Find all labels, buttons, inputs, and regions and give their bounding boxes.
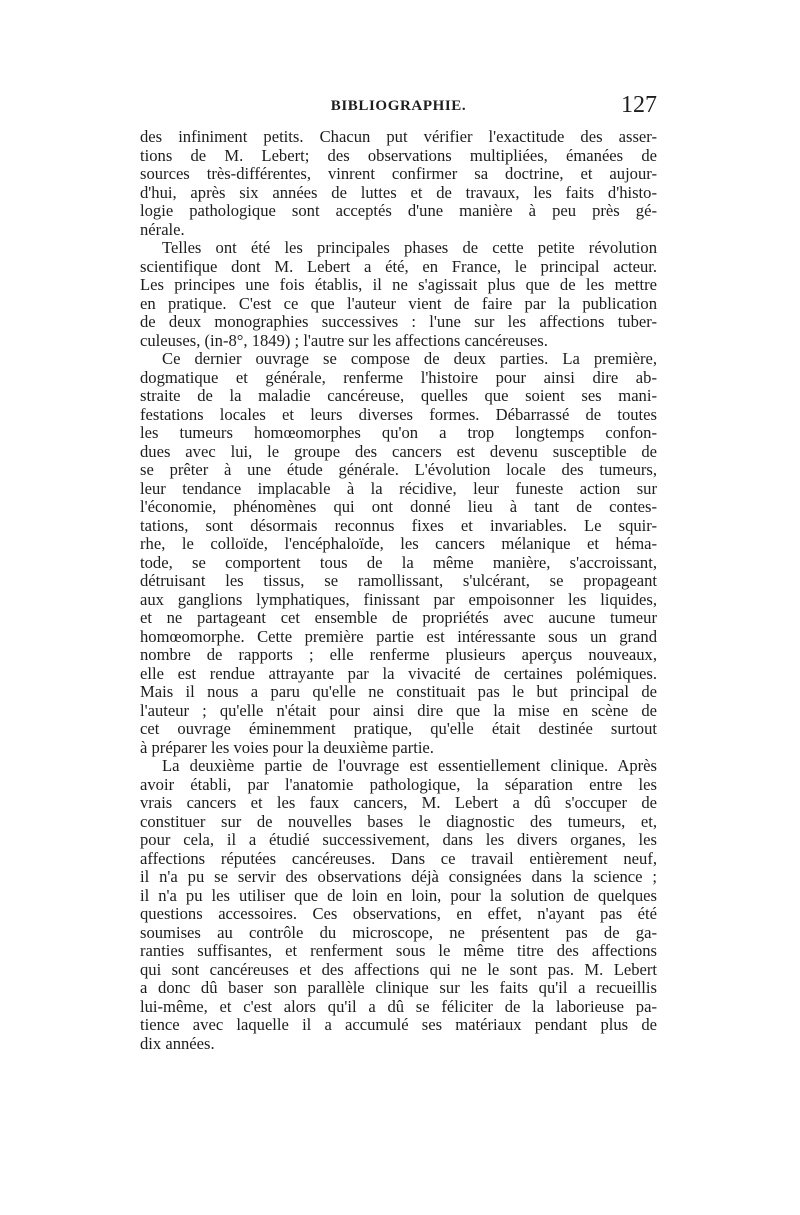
text-line: les tumeurs homœomorphes qu'on a trop longtemps confon-	[140, 423, 657, 442]
text-line: à préparer les voies pour la deuxième partie.	[140, 737, 434, 757]
text-line: soumises au contrôle du microscope, ne présentent pas de ga-	[140, 922, 657, 942]
text-line: il n'a pu les utiliser que de loin en loin, pour la solution de quelques	[140, 885, 657, 905]
text-line: constituer sur de nouvelles bases le diagnostic des tumeurs, et,	[140, 811, 657, 831]
text-line: tode, se comportent tous de la même manière, s'accroissant,	[140, 552, 657, 572]
text-line: dogmatique et générale, renferme l'histoire pour ainsi dire ab-	[140, 367, 657, 387]
paragraph	[140, 757, 657, 1053]
book-page	[140, 92, 657, 1053]
text-line: qui sont cancéreuses et des affections qui ne le sont pas. M. Lebert	[140, 959, 657, 979]
text-line: La deuxième partie de l'ouvrage est essentiellement clinique. Après	[162, 756, 657, 775]
text-line: logie pathologique sont acceptés d'une manière à peu près gé-	[140, 201, 657, 220]
text-line: culeuses, (in-8°, 1849) ; l'autre sur les affections cancéreuses.	[140, 330, 548, 350]
body-text	[140, 128, 657, 1053]
text-line: pour cela, il a étudié successivement, dans les divers organes, les	[140, 830, 657, 849]
text-line: nombre de rapports ; elle renferme plusieurs aperçus nouveaux,	[140, 645, 657, 664]
text-line: tations, sont désormais reconnus fixes et invariables. Le squir-	[140, 515, 657, 535]
text-line: dix années.	[140, 1033, 215, 1053]
paragraph	[140, 128, 657, 239]
text-line: elle est rendue attrayante par la vivacité de certaines polémiques.	[140, 663, 657, 683]
text-line: dues avec lui, le groupe des cancers est devenu susceptible de	[140, 441, 657, 461]
running-head: BIBLIOGRAPHIE.	[330, 98, 467, 114]
text-line: détruisant les tissus, se ramollissant, s'ulcérant, se propageant	[140, 571, 657, 590]
text-line: et ne partageant cet ensemble de propriétés avec aucune tumeur	[140, 608, 657, 627]
text-line: straite de la maladie cancéreuse, quelles que soient ses mani-	[140, 386, 657, 405]
text-line: leur tendance implacable à la récidive, leur funeste action sur	[140, 478, 657, 498]
text-line: tions de M. Lebert; des observations multipliées, émanées de	[140, 145, 657, 165]
text-line: vrais cancers et les faux cancers, M. Lebert a dû s'occuper de	[140, 793, 657, 812]
text-line: l'auteur ; qu'elle n'était pour ainsi dire que la mise en scène de	[140, 700, 657, 720]
text-line: aux ganglions lymphatiques, finissant par empoisonner les liquides,	[140, 589, 657, 609]
text-line: homœomorphe. Cette première partie est intéressante sous un grand	[140, 626, 657, 646]
text-line: nérale.	[140, 219, 185, 239]
paragraph	[140, 239, 657, 350]
text-line: Mais il nous a paru qu'elle ne constituait pas le but principal de	[140, 682, 657, 701]
text-line: cet ouvrage éminemment pratique, qu'elle était destinée surtout	[140, 719, 657, 738]
text-line: sources très-différentes, vinrent confirmer sa doctrine, et aujour-	[140, 164, 657, 183]
text-line: il n'a pu se servir des observations déjà consignées dans la science ;	[140, 867, 657, 886]
text-line: ranties suffisantes, et renferment sous le même titre des affections	[140, 941, 657, 960]
text-line: d'hui, après six années de luttes et de travaux, les faits d'histo-	[140, 182, 657, 202]
text-line: Ce dernier ouvrage se compose de deux parties. La première,	[162, 349, 657, 368]
text-line: festations locales et leurs diverses formes. Débarrassé de toutes	[140, 404, 657, 424]
text-line: avoir établi, par l'anatomie pathologique, la séparation entre les	[140, 774, 657, 794]
text-line: se prêter à une étude générale. L'évolution locale des tumeurs,	[140, 460, 657, 479]
text-line: questions accessoires. Ces observations, en effet, n'ayant pas été	[140, 904, 657, 923]
text-line: Telles ont été les principales phases de cette petite révolution	[162, 238, 657, 257]
text-line: a donc dû baser son parallèle clinique sur les faits qu'il a recueillis	[140, 978, 657, 997]
text-line: tience avec laquelle il a accumulé ses matériaux pendant plus de	[140, 1015, 657, 1034]
text-line: lui-même, et c'est alors qu'il a dû se féliciter de la laborieuse pa-	[140, 996, 657, 1016]
paragraph	[140, 350, 657, 757]
page-number: 127	[621, 92, 657, 118]
text-line: l'économie, phénomènes qui ont donné lieu à tant de contes-	[140, 497, 657, 516]
text-line: rhe, le colloïde, l'encéphaloïde, les cancers mélanique et héma-	[140, 534, 657, 553]
text-line: Les principes une fois établis, il ne s'agissait plus que de les mettre	[140, 275, 657, 294]
page-header	[140, 92, 657, 126]
text-line: affections réputées cancéreuses. Dans ce travail entièrement neuf,	[140, 848, 657, 868]
text-line: scientifique dont M. Lebert a été, en France, le principal acteur.	[140, 256, 657, 276]
text-line: des infiniment petits. Chacun put vérifier l'exactitude des asser-	[140, 127, 657, 146]
text-line: de deux monographies successives : l'une sur les affections tuber-	[140, 312, 657, 331]
text-line: en pratique. C'est ce que l'auteur vient de faire par la publication	[140, 293, 657, 313]
